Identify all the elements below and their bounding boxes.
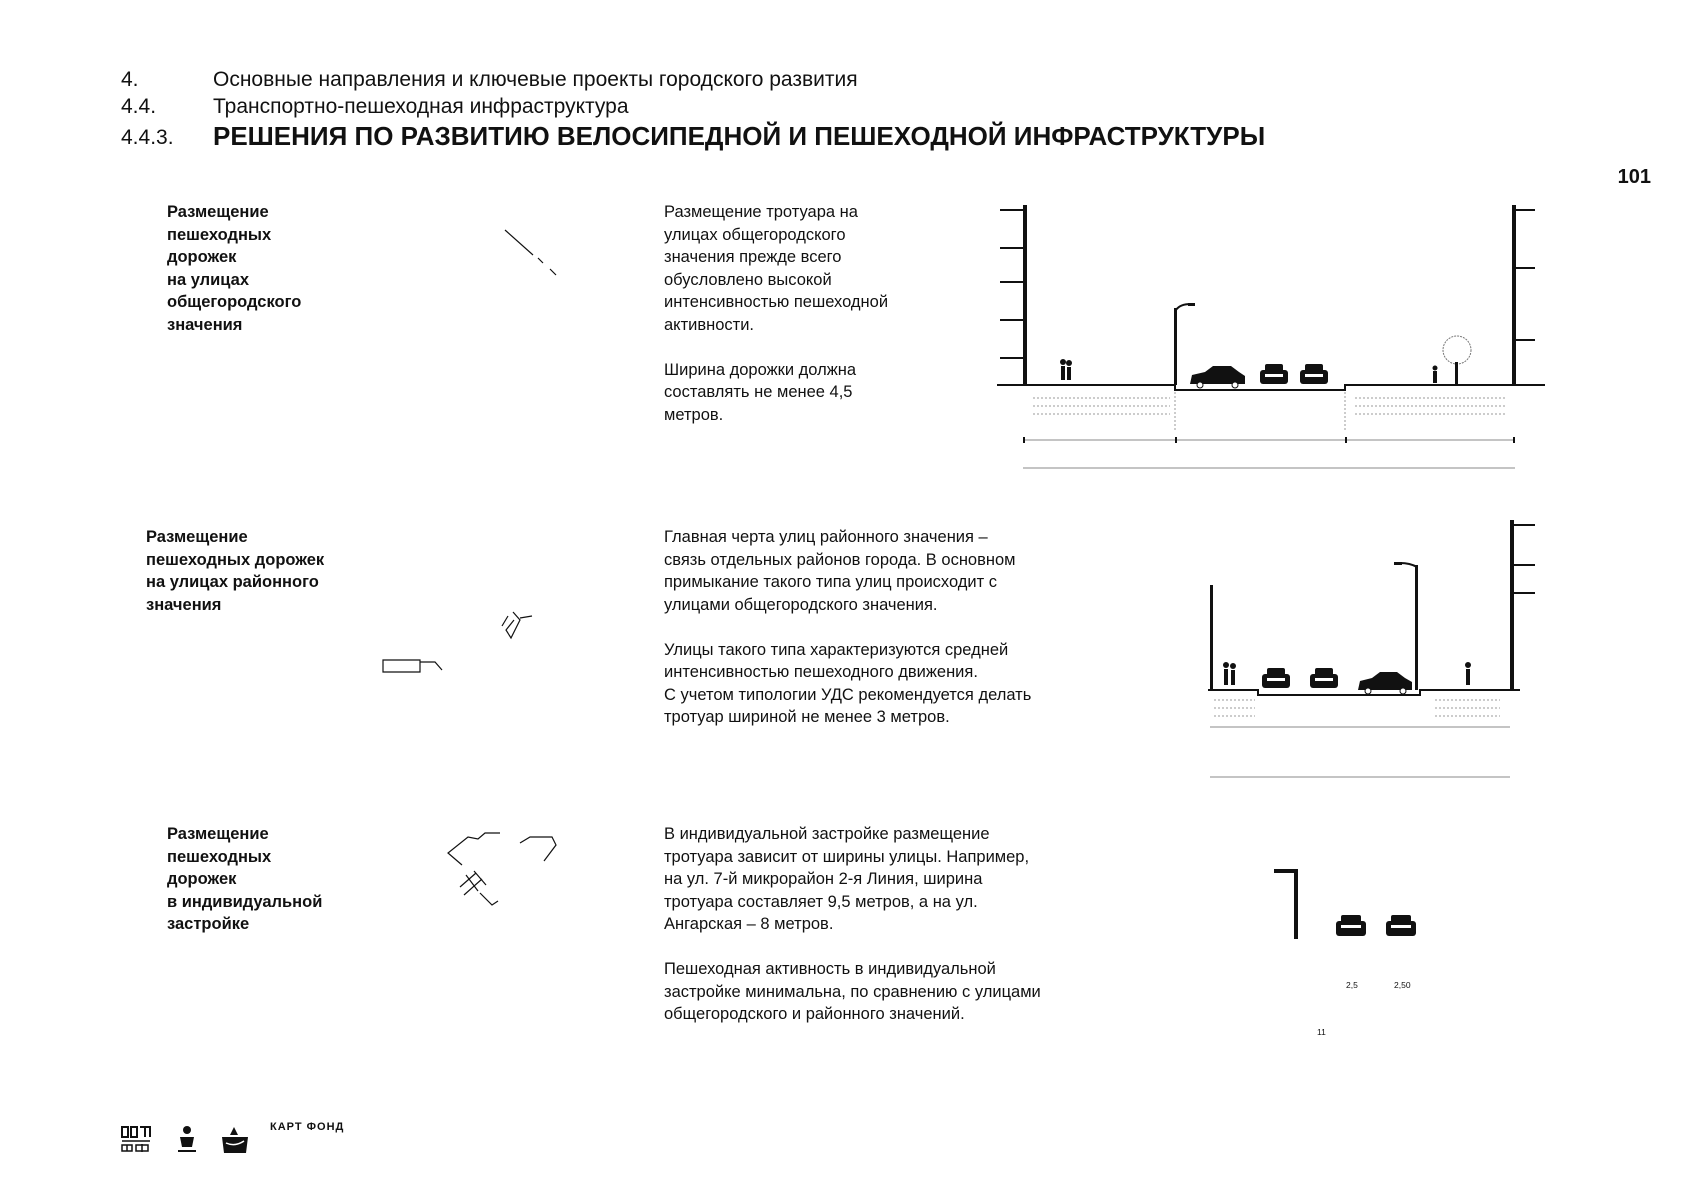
car-front-icon bbox=[1386, 915, 1416, 936]
dim-total-label: 11 bbox=[1317, 1027, 1326, 1037]
pedestrian-icon bbox=[1465, 662, 1471, 685]
car-front-icon bbox=[1262, 668, 1290, 688]
pedestrian-icon bbox=[1060, 359, 1072, 380]
heading-subsection-number: 4.4.3. bbox=[121, 126, 174, 149]
pedestrian-icon bbox=[1433, 366, 1438, 384]
heading-section-number: 4.4. bbox=[121, 95, 157, 118]
ship-logo bbox=[220, 1125, 250, 1155]
heading-section-title: Транспортно-пешеходная инфраструктура bbox=[213, 95, 629, 118]
dom-rf-logo bbox=[120, 1125, 152, 1155]
car-side-icon bbox=[1358, 672, 1412, 694]
section-2-map-fragment bbox=[380, 610, 560, 685]
street-profile-individual bbox=[1270, 865, 1450, 1040]
pedestrian-icon bbox=[1223, 662, 1236, 685]
dim-label-2: 2,50 bbox=[1394, 980, 1411, 990]
heading-chapter-number: 4. bbox=[121, 68, 139, 91]
street-lamp-icon bbox=[1394, 562, 1418, 690]
street-lamp-icon bbox=[1174, 303, 1195, 385]
kartfond-logo: КАРТ ФОНД bbox=[270, 1121, 345, 1133]
footer-logos bbox=[120, 1121, 350, 1165]
car-front-icon bbox=[1260, 364, 1288, 384]
street-profile-city bbox=[995, 200, 1550, 480]
section-2-title: Размещение пешеходных дорожек на улицах районного значения bbox=[146, 528, 325, 614]
section-2-text: Главная черта улиц районного значения – связь отдельных районов города. В основном примыкание такого типа улиц происходит с улицами общегородского значения. Улицы такого типа характеризуются средней интенсивностью пешеходного движения. С учетом типологии УДС рекомендуется делать тротуар шириной не менее 3 метров. bbox=[664, 528, 1032, 726]
section-3-title: Размещение пешеходных дорожек в индивидуальной застройке bbox=[167, 825, 323, 933]
heading-chapter-title: Основные направления и ключевые проекты городского развития bbox=[213, 68, 858, 91]
page-number: 101 bbox=[1617, 166, 1651, 188]
car-front-icon bbox=[1336, 915, 1366, 936]
section-1-title: Размещение пешеходных дорожек на улицах общегородского значения bbox=[167, 203, 302, 334]
tree-icon bbox=[1443, 336, 1471, 384]
section-1-text: Размещение тротуара на улицах общегородского значения прежде всего обусловлено высокой интенсивностью пешеходной активности. Ширина дорожки должна составлять не менее 4,5 метров. bbox=[664, 203, 889, 424]
car-front-icon bbox=[1300, 364, 1328, 384]
dim-label-1: 2,5 bbox=[1346, 980, 1358, 990]
car-side-icon bbox=[1190, 366, 1245, 388]
figure-logo bbox=[176, 1125, 198, 1155]
section-3-map-fragment bbox=[440, 825, 580, 915]
section-3-text: В индивидуальной застройке размещение тротуара зависит от ширины улицы. Например, на ул. 7-й микрорайон 2-я Линия, ширина тротуара составляет 9,5 метров, а на ул. Ангарская – 8 метров. Пешеходная активность в индивидуальной застройке минимальна, по сравнению с улицами общегородского и районного значений. bbox=[664, 825, 1041, 1023]
heading-subsection-title: РЕШЕНИЯ ПО РАЗВИТИЮ ВЕЛОСИПЕДНОЙ И ПЕШЕХОДНОЙ ИНФРАСТРУКТУРЫ bbox=[213, 121, 1266, 151]
street-profile-district bbox=[1200, 515, 1550, 795]
car-front-icon bbox=[1310, 668, 1338, 688]
section-1-map-fragment bbox=[500, 225, 560, 275]
